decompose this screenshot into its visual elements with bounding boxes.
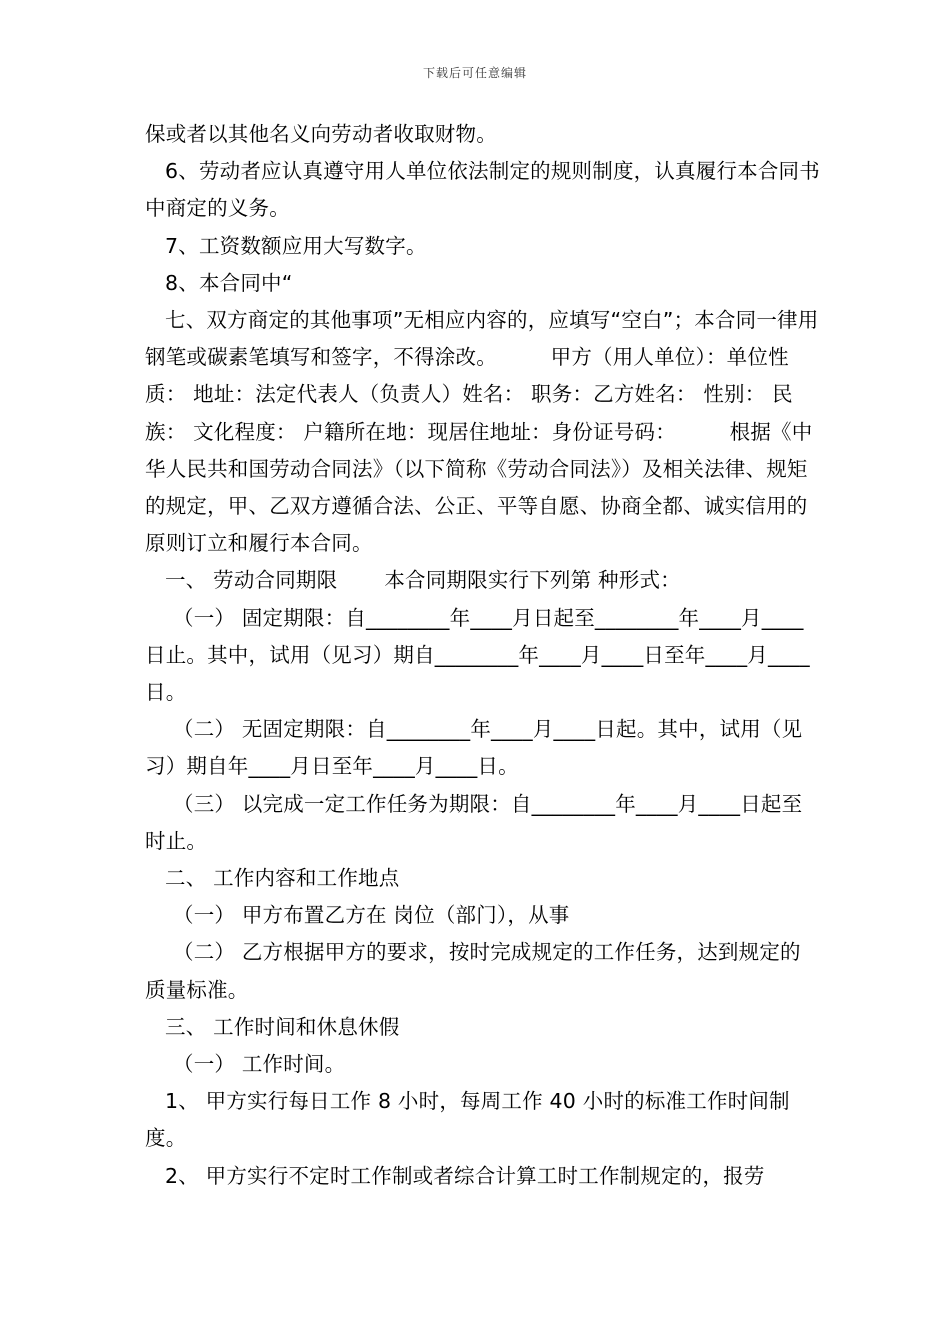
section-heading: 一、 劳动合同期限 本合同期限实行下列第 种形式：	[165, 568, 681, 593]
section-heading: 三、 工作时间和休息休假	[165, 1014, 400, 1039]
paragraph: （一） 工作时间。	[173, 1052, 346, 1077]
page-header: 下载后可任意编辑	[422, 66, 527, 80]
document-body	[145, 116, 820, 1195]
paragraph: （三） 以完成一定工作任务为期限：自________年____月____日起至时止。	[145, 791, 803, 853]
paragraph: （一） 固定期限：自________年____月日起至________年____月____日止。其中，试用（见习）期自________年____月____日至年____月____日。	[145, 605, 810, 705]
paragraph: 7、工资数额应用大写数字。	[165, 233, 427, 258]
paragraph: 1、 甲方实行每日工作 8 小时，每周工作 40 小时的标准工作时间制度。	[145, 1089, 790, 1151]
paragraph: 保或者以其他名义向劳动者收取财物。	[145, 122, 497, 146]
paragraph: 七、双方商定的其他事项”无相应内容的，应填写“空白”；本合同一律用钢笔或碳素笔填写和签字，不得涂改。 甲方（用人单位）：单位性质： 地址：法定代表人（负责人）姓名： 职务：乙方姓名： 性别： 民族： 文化程度： 户籍所在地：现居住地址：身份证号码： 根据《中华人民共和国劳动合同法》（以下简称《劳动合同法》）及相关法律、规矩的规定，甲、乙双方遵循合法、公正、平等自愿、协商全都、诚实信用的原则订立和履行本合同。	[145, 308, 819, 556]
paragraph: （一） 甲方布置乙方在 岗位（部门），从事	[173, 903, 570, 928]
paragraph: （二） 乙方根据甲方的要求，按时完成规定的工作任务，达到规定的质量标准。	[145, 940, 801, 1002]
paragraph: （二） 无固定期限：自________年____月____日起。其中，试用（见习）期自年____月日至年____月____日。	[145, 717, 803, 779]
paragraph: 6、劳动者应认真遵守用人单位依法制定的规则制度，认真履行本合同书中商定的义务。	[145, 159, 820, 221]
paragraph: 8、本合同中“	[165, 270, 293, 295]
section-heading: 二、 工作内容和工作地点	[165, 866, 400, 891]
paragraph: 2、 甲方实行不定时工作制或者综合计算工时工作制规定的，报劳	[165, 1163, 765, 1188]
